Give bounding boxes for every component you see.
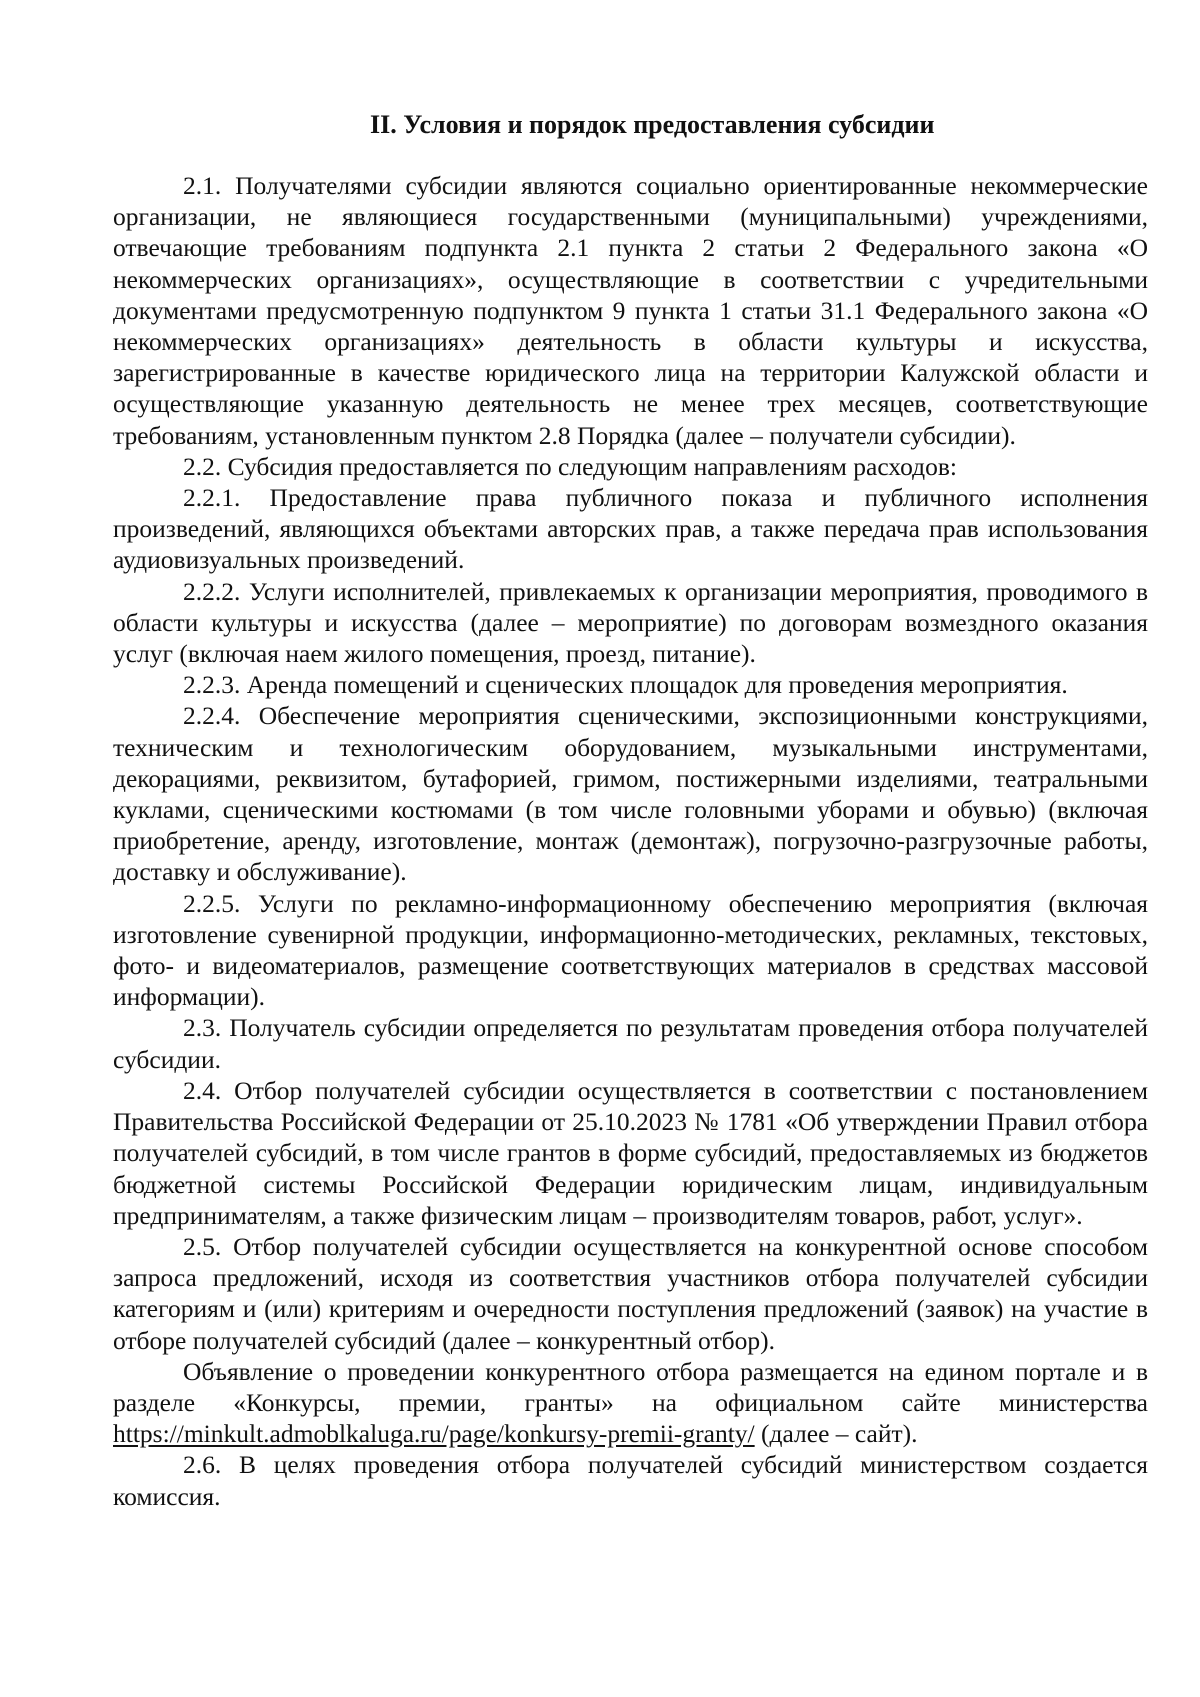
paragraph-2-2-4: 2.2.4. Обеспечение мероприятия сценическими, экспозиционными конструкциями, техническим и технологическим оборудованием, музыкальными инструментами, декорациями, реквизитом, бутафорией, гримом, постижерными изделиями, театральными куклами, сценическими костюмами (в том числе головными уборами и обувью) (включая приобретение, аренду, изготовление, монтаж (демонтаж), погрузочно-разгрузочные работы, доставку и обслуживание). — [113, 701, 1148, 887]
paragraph-2-1: 2.1. Получателями субсидии являются социально ориентированные некоммерческие организации, не являющиеся государственными (муниципальными) учреждениями, отвечающие требованиям подпункта 2.1 пункта 2 статьи 2 Федерального закона «О некоммерческих организациях», осуществляющие в соответствии с учредительными документами предусмотренную подпунктом 9 пункта 1 статьи 31.1 Федерального закона «О некоммерческих организациях» деятельность в области культуры и искусства, зарегистрированные в качестве юридического лица на территории Калужской области и осуществляющие указанную деятельность не менее трех месяцев, соответствующие требованиям, установленным пунктом 2.8 Порядка (далее – получатели субсидии). — [113, 171, 1148, 450]
paragraph-2-4: 2.4. Отбор получателей субсидии осуществляется в соответствии с постановлением Правительства Российской Федерации от 25.10.2023 № 1781 «Об утверждении Правил отбора получателей субсидий, в том числе грантов в форме субсидий, предоставляемых из бюджетов бюджетной системы Российской Федерации юридическим лицам, индивидуальным предпринимателям, а также физическим лицам – производителям товаров, работ, услуг». — [113, 1075, 1148, 1230]
paragraph-2-2-5: 2.2.5. Услуги по рекламно-информационному обеспечению мероприятия (включая изготовление сувенирной продукции, информационно-методических, рекламных, текстовых, фото- и видеоматериалов, размещение соответствующих материалов в средствах массовой информации). — [113, 888, 1148, 1012]
document-body — [113, 170, 1148, 1512]
announcement-text-before: Объявление о проведении конкурентного отбора размещается на едином портале и в разделе «Конкурсы, премии, гранты» на официальном сайте министерства — [113, 1356, 1148, 1417]
announcement-text-after: (далее – сайт). — [754, 1419, 918, 1449]
paragraph-2-2: 2.2. Субсидия предоставляется по следующим направлениям расходов: — [183, 451, 957, 481]
paragraph-2-3: 2.3. Получатель субсидии определяется по результатам проведения отбора получателей субсидии. — [113, 1013, 1148, 1074]
paragraph-2-5: 2.5. Отбор получателей субсидии осуществляется на конкурентной основе способом запроса предложений, исходя из соответствия участников отбора получателей субсидии категориям и (или) критериям и очередности поступления предложений (заявок) на участие в отборе получателей субсидий (далее – конкурентный отбор). — [113, 1231, 1148, 1355]
section-heading: II. Условия и порядок предоставления субсидии — [370, 110, 935, 139]
paragraph-2-2-3: 2.2.3. Аренда помещений и сценических площадок для проведения мероприятия. — [183, 670, 1068, 700]
paragraph-2-6: 2.6. В целях проведения отбора получателей субсидий министерством создается комиссия. — [113, 1450, 1148, 1511]
paragraph-2-2-2: 2.2.2. Услуги исполнителей, привлекаемых к организации мероприятия, проводимого в области культуры и искусства (далее – мероприятие) по договорам возмездного оказания услуг (включая наем жилого помещения, проезд, питание). — [113, 576, 1148, 669]
paragraph-2-2-1: 2.2.1. Предоставление права публичного показа и публичного исполнения произведений, являющихся объектами авторских прав, а также передача прав использования аудиовизуальных произведений. — [113, 483, 1148, 575]
ministry-site-link[interactable]: https://minkult.admoblkaluga.ru/page/konkursy-premii-granty/ — [113, 1419, 755, 1449]
paragraph-announcement — [113, 1356, 1148, 1450]
